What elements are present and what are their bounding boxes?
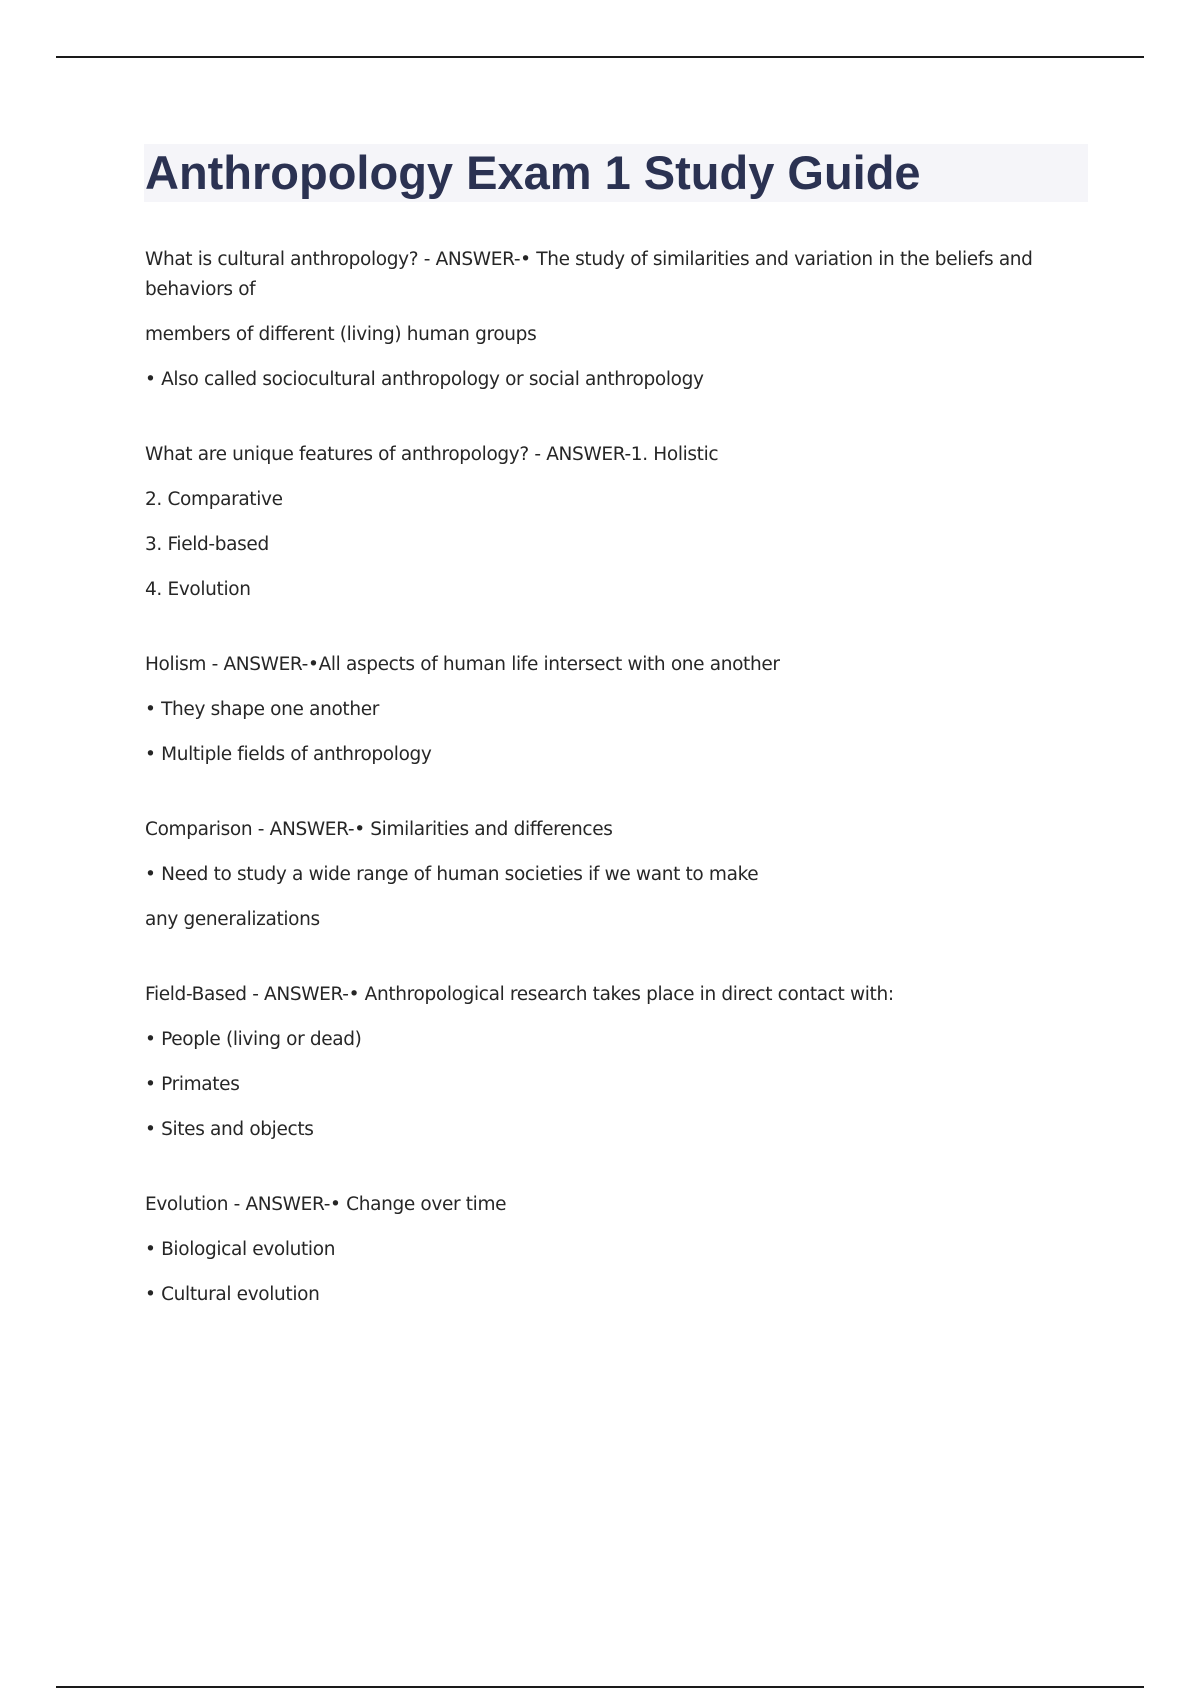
answer-line: members of different (living) human groups [145, 324, 537, 345]
qa-comparison [145, 815, 1065, 935]
qa-unique-features [145, 440, 1065, 605]
answer-bullet: • Need to study a wide range of human societies if we want to make [145, 864, 759, 885]
question-line: What is cultural anthropology? - ANSWER-• The study of similarities and variation in the beliefs and behaviors of [145, 249, 1033, 300]
question-line: Evolution - ANSWER-• Change over time [145, 1194, 507, 1215]
question-line: What are unique features of anthropology? - ANSWER-1. Holistic [145, 444, 719, 465]
qa-evolution [145, 1190, 1065, 1310]
qa-cultural-anthropology [145, 245, 1065, 395]
answer-line: 3. Field-based [145, 534, 269, 555]
footer-rule [56, 1686, 1144, 1688]
question-line: Holism - ANSWER-•All aspects of human life intersect with one another [145, 654, 780, 675]
answer-bullet: • Primates [145, 1074, 240, 1095]
answer-bullet: • Also called sociocultural anthropology or social anthropology [145, 369, 704, 390]
question-line: Comparison - ANSWER-• Similarities and differences [145, 819, 613, 840]
answer-bullet: • Multiple fields of anthropology [145, 744, 432, 765]
study-guide-body [145, 245, 1065, 1325]
answer-line: 2. Comparative [145, 489, 283, 510]
header-rule [56, 56, 1144, 58]
qa-field-based [145, 980, 1065, 1145]
answer-bullet: • Biological evolution [145, 1239, 336, 1260]
answer-line: 4. Evolution [145, 579, 251, 600]
answer-bullet: • People (living or dead) [145, 1029, 362, 1050]
qa-holism [145, 650, 1065, 770]
page-title: Anthropology Exam 1 Study Guide [145, 146, 921, 199]
answer-bullet: • Cultural evolution [145, 1284, 320, 1305]
answer-line: any generalizations [145, 909, 320, 930]
answer-bullet: • They shape one another [145, 699, 379, 720]
answer-bullet: • Sites and objects [145, 1119, 314, 1140]
question-line: Field-Based - ANSWER-• Anthropological research takes place in direct contact with: [145, 984, 894, 1005]
